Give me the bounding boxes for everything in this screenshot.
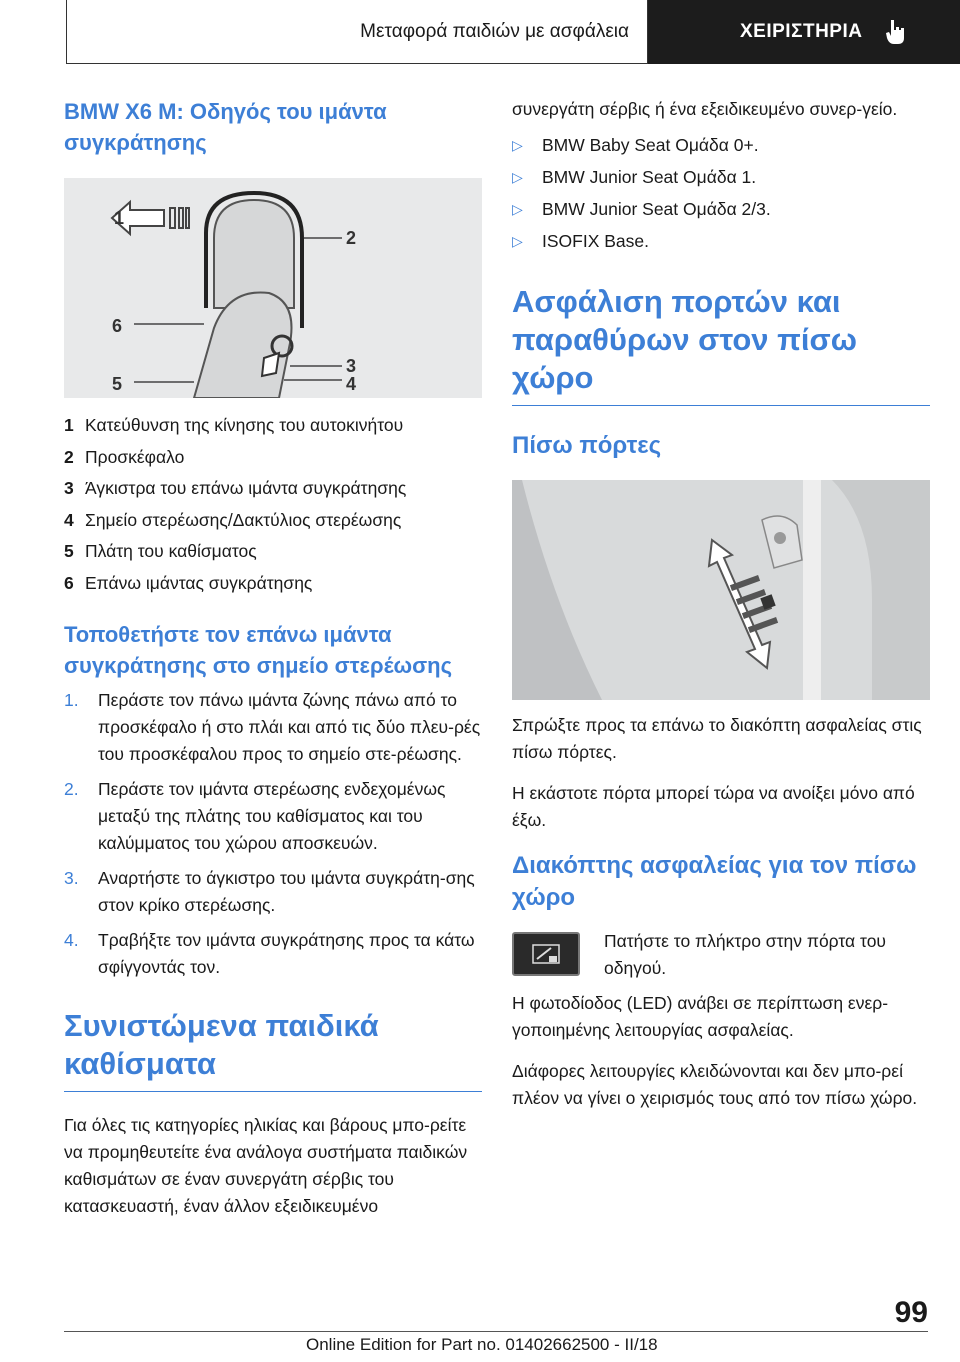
- list-item: [512, 225, 930, 257]
- sub-heading-safety-switch: Διακόπτης ασφαλείας για τον πίσω χώρο: [512, 852, 917, 911]
- step-item: [64, 865, 482, 919]
- triangle-bullet-icon: ▷: [512, 201, 523, 217]
- figure-label-4: 4: [346, 374, 357, 394]
- list-item-text: BMW Junior Seat Ομάδα 1.: [542, 167, 757, 187]
- legend-item: [64, 568, 482, 600]
- sub-heading-attach: Τοποθετήστε τον επάνω ιμάντα συγκράτησης στο σημείο στερέωσης: [64, 622, 453, 678]
- chapter-title: ΧΕΙΡΙΣΤΗΡΙΑ: [740, 21, 863, 42]
- header-chapter-tab[interactable]: [648, 0, 960, 64]
- triangle-bullet-icon: ▷: [512, 233, 523, 249]
- figure-title: BMW X6 M: Οδηγός του ιμάντα συγκράτησης: [64, 99, 387, 155]
- safety-button-row: [512, 928, 930, 982]
- led-paragraph: Η φωτοδίοδος (LED) ανάβει σε περίπτωση ενερ‐γοποιημένης λειτουργίας ασφαλείας.: [512, 993, 889, 1040]
- footer-divider: [64, 1331, 928, 1332]
- list-item-text: ISOFIX Base.: [542, 231, 649, 251]
- step-item: [64, 776, 482, 857]
- figure-label-1: 1: [114, 208, 125, 228]
- step-number: 4.: [64, 930, 79, 950]
- step-number: 1.: [64, 690, 79, 710]
- legend-number: 6: [64, 572, 74, 593]
- right-column: [512, 96, 930, 1112]
- step-number: 3.: [64, 868, 79, 888]
- sub-heading-rear-doors: Πίσω πόρτες: [512, 432, 662, 459]
- functions-locked-paragraph: Διάφορες λειτουργίες κλειδώνονται και δεν μπο‐ρεί πλέον να γίνει ο χειρισμός τους από τον πίσω χώρο.: [512, 1061, 918, 1108]
- section-title: Μεταφορά παιδιών με ασφάλεια: [360, 20, 629, 42]
- figure-label-5: 5: [112, 374, 123, 394]
- legend-item: [64, 473, 482, 505]
- legend-number: 3: [64, 478, 74, 498]
- legend-text: Σημείο στερέωσης/Δακτύλιος στερέωσης: [85, 509, 402, 530]
- child-lock-button-icon: [512, 932, 580, 976]
- door-open-paragraph: Η εκάστοτε πόρτα μπορεί τώρα να ανοίξει μόνο από έξω.: [512, 783, 915, 830]
- legend-item: [64, 536, 482, 568]
- legend-item: [64, 410, 482, 442]
- step-item: [64, 927, 482, 981]
- tether-strap-illustration: [64, 178, 482, 398]
- legend-number: 2: [64, 446, 74, 467]
- legend-number: 4: [64, 509, 74, 530]
- legend-text: Προσκέφαλο: [85, 446, 185, 467]
- push-switch-paragraph: Σπρώξτε προς τα επάνω το διακόπτη ασφαλείας στις πίσω πόρτες.: [512, 715, 922, 762]
- recommended-seats-paragraph: Για όλες τις κατηγορίες ηλικίας και βάρους μπο‐ρείτε να προμηθευτείτε ένα ανάλογα συστήματα παιδικών καθισμάτων σε έναν συνεργάτη σέρβις του κατασκευαστή, έναν άλλον εξειδικευμένο: [64, 1115, 468, 1216]
- pointing-hand-icon: [884, 18, 906, 46]
- legend-text: Επάνω ιμάντας συγκράτησης: [85, 572, 313, 593]
- legend-number: 1: [64, 415, 74, 435]
- step-text: Τραβήξτε τον ιμάντα συγκράτησης προς τα κάτω σφίγγοντάς τον.: [98, 930, 475, 977]
- step-text: Περάστε τον πάνω ιμάντα ζώνης πάνω από το προσκέφαλο ή στο πλάι και από τις δύο πλευ‐ρές του προσκέφαλου προς το σημείο στε‐ρέωσης.: [98, 690, 481, 764]
- header-section-title: [66, 0, 648, 64]
- instruction-steps: [64, 687, 482, 981]
- tether-strap-figure: [64, 178, 482, 398]
- press-button-paragraph: Πατήστε το πλήκτρο στην πόρτα του οδηγού.: [604, 931, 886, 978]
- footer-edition: Online Edition for Part no. 01402662500 - II/18: [306, 1335, 658, 1354]
- figure-legend: [64, 410, 482, 599]
- figure-label-3: 3: [346, 356, 357, 376]
- page-number: 99: [894, 1296, 928, 1329]
- triangle-bullet-icon: ▷: [512, 137, 523, 153]
- step-number: 2.: [64, 779, 79, 799]
- figure-label-2: 2: [346, 228, 357, 248]
- continued-paragraph: συνεργάτη σέρβις ή ένα εξειδικευμένο συνερ‐γείο.: [512, 99, 898, 119]
- door-lock-illustration: [512, 480, 930, 700]
- figure-label-6: 6: [112, 316, 123, 336]
- list-item-text: BMW Junior Seat Ομάδα 2/3.: [542, 199, 771, 219]
- seat-list: [512, 129, 930, 257]
- legend-text: Άγκιστρα του επάνω ιμάντα συγκράτησης: [85, 478, 407, 498]
- list-item: [512, 193, 930, 225]
- legend-item: [64, 505, 482, 537]
- heading-recommended-seats: Συνιστώμενα παιδικά καθίσματα: [64, 1007, 482, 1092]
- step-text: Αναρτήστε το άγκιστρο του ιμάντα συγκράτη‐σης στον κρίκο στερέωσης.: [98, 868, 475, 915]
- legend-text: Κατεύθυνση της κίνησης του αυτοκινήτου: [85, 415, 404, 435]
- left-column: [64, 96, 482, 1220]
- legend-text: Πλάτη του καθίσματος: [85, 541, 257, 561]
- heading-door-lock: Ασφάλιση πορτών και παραθύρων στον πίσω χώρο: [512, 283, 930, 406]
- list-item-text: BMW Baby Seat Ομάδα 0+.: [542, 135, 759, 155]
- list-item: [512, 161, 930, 193]
- rear-door-figure: [512, 480, 930, 700]
- legend-item: [64, 442, 482, 474]
- list-item: [512, 129, 930, 161]
- triangle-bullet-icon: ▷: [512, 169, 523, 185]
- step-item: [64, 687, 482, 768]
- legend-number: 5: [64, 541, 74, 561]
- step-text: Περάστε τον ιμάντα στερέωσης ενδεχομένως μεταξύ της πλάτης του καθίσματος και του καλύμματος του χώρου αποσκευών.: [98, 779, 446, 853]
